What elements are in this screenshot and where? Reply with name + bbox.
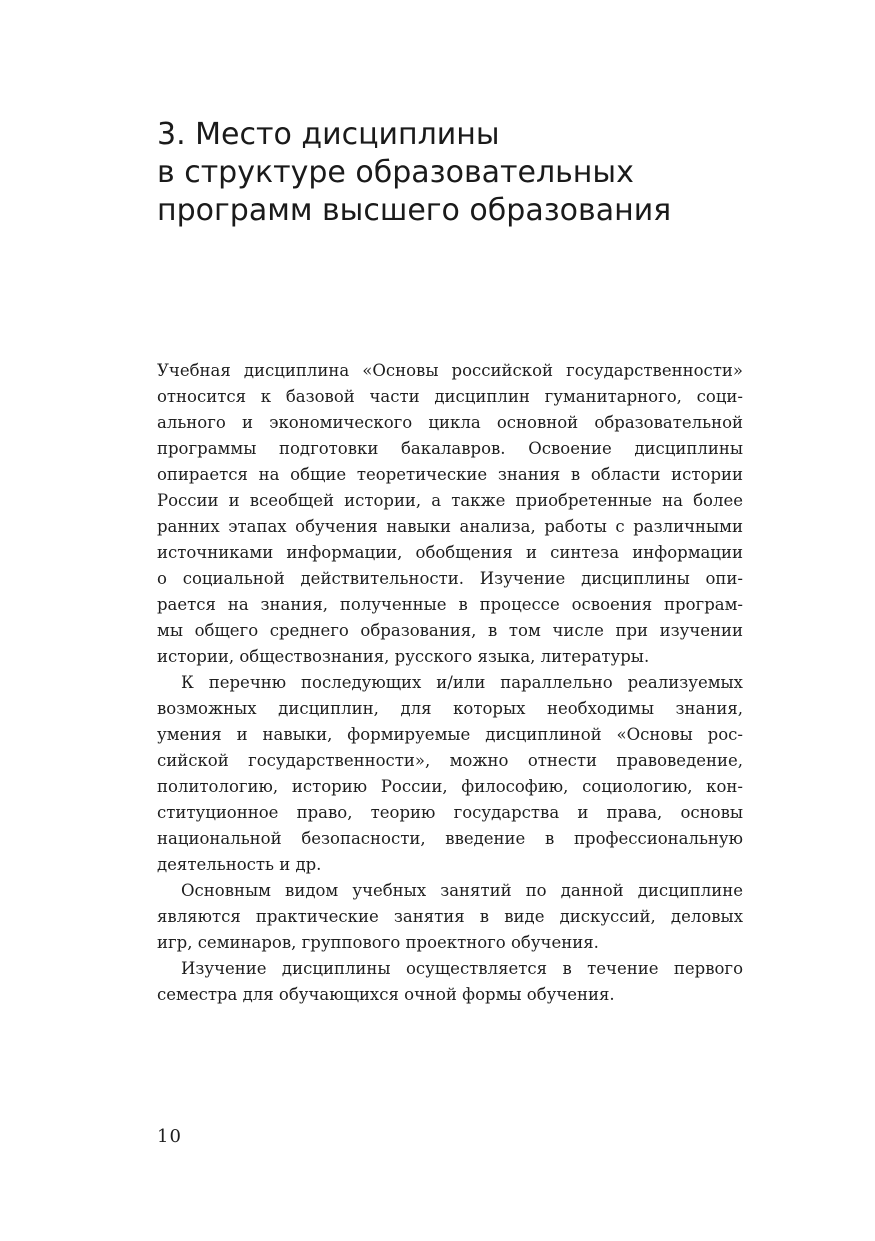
text-line: источниками информации, обобщения и синтеза информации [157, 543, 743, 562]
text-line: относится к базовой части дисциплин гуманитарного, соци- [157, 387, 743, 406]
text-line: Изучение дисциплины осуществляется в течение первого [181, 959, 743, 978]
chapter-title-line: в структуре образовательных [157, 155, 634, 190]
text-line: семестра для обучающихся очной формы обучения. [157, 985, 615, 1004]
text-line: Основным видом учебных занятий по данной дисциплине [181, 881, 743, 900]
text-line: рается на знания, полученные в процессе освоения програм- [157, 595, 743, 614]
text-line: о социальной действительности. Изучение дисциплины опи- [157, 569, 743, 588]
text-line: политологию, историю России, философию, социологию, кон- [157, 777, 743, 796]
text-line: Учебная дисциплина «Основы российской государственности» [157, 361, 743, 380]
chapter-title-line: 3. Место дисциплины [157, 117, 500, 152]
text-line: ранних этапах обучения навыки анализа, работы с различными [157, 517, 743, 536]
text-line: ального и экономического цикла основной образовательной [157, 413, 743, 432]
chapter-title [157, 116, 777, 230]
text-line: деятельность и др. [157, 855, 322, 874]
paragraph-course-position [157, 358, 743, 670]
text-line: возможных дисциплин, для которых необходимы знания, [157, 699, 743, 718]
page-number: 10 [157, 1126, 182, 1147]
text-line: мы общего среднего образования, в том числе при изучении [157, 621, 743, 640]
text-line: К перечню последующих и/или параллельно реализуемых [181, 673, 743, 692]
paragraph-related-disciplines [157, 670, 743, 878]
paragraph-class-types [157, 878, 743, 956]
text-line: ституционное право, теорию государства и права, основы [157, 803, 743, 822]
text-line: умения и навыки, формируемые дисциплиной «Основы рос- [157, 725, 743, 744]
text-line: программы подготовки бакалавров. Освоение дисциплины [157, 439, 743, 458]
text-line: опирается на общие теоретические знания в области истории [157, 465, 743, 484]
text-line: России и всеобщей истории, а также приобретенные на более [157, 491, 743, 510]
text-line: сийской государственности», можно отнести правоведение, [157, 751, 743, 770]
text-line: национальной безопасности, введение в профессиональную [157, 829, 743, 848]
paragraph-semester [157, 956, 743, 1008]
text-line: истории, обществознания, русского языка, литературы. [157, 647, 650, 666]
body-text [157, 358, 743, 1008]
text-line: игр, семинаров, группового проектного обучения. [157, 933, 599, 952]
text-line: являются практические занятия в виде дискуссий, деловых [157, 907, 743, 926]
chapter-title-line: программ высшего образования [157, 193, 672, 228]
